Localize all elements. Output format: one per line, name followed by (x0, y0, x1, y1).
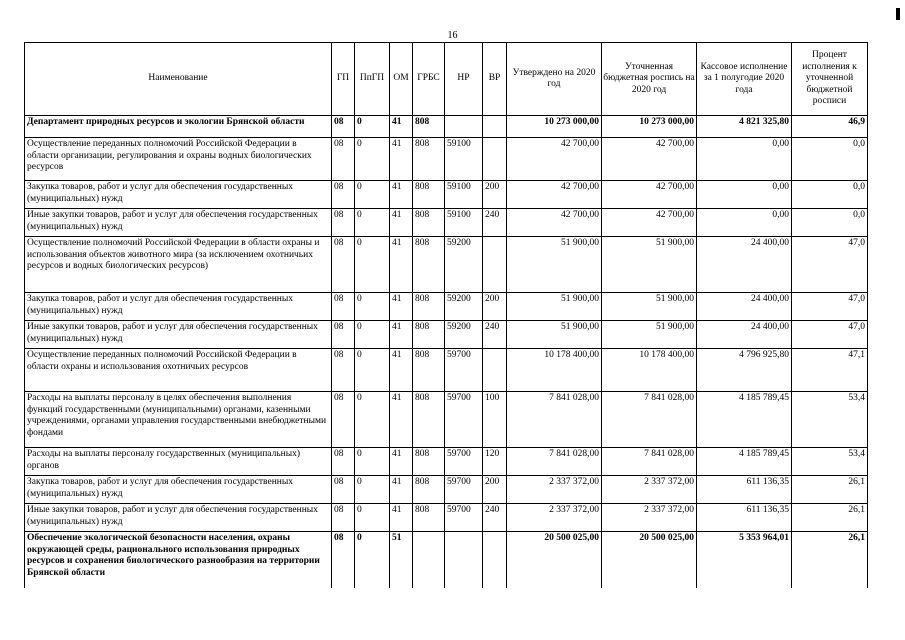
cell-grbs: 808 (413, 476, 445, 504)
cell-om: 41 (390, 476, 413, 504)
cell-refined: 7 841 028,00 (602, 392, 697, 448)
cell-percent: 0,0 (792, 181, 868, 209)
cell-gp: 08 (332, 181, 355, 209)
cell-name: Расходы на выплаты персоналу государственных (муниципальных) органов (25, 448, 332, 476)
cell-refined: 20 500 025,00 (602, 532, 697, 588)
cell-grbs (413, 532, 445, 588)
cell-vr: 240 (483, 321, 507, 349)
col-header-percent: Процент исполнения к уточненной бюджетной росписи (792, 43, 868, 116)
cell-name: Закупка товаров, работ и услуг для обеспечения государственных (муниципальных) нужд (25, 293, 332, 321)
cell-nr: 59200 (445, 237, 483, 293)
cell-ppgp: 0 (355, 293, 390, 321)
cell-vr: 240 (483, 504, 507, 532)
cell-grbs: 808 (413, 504, 445, 532)
cell-approved: 51 900,00 (507, 293, 602, 321)
cell-vr (483, 349, 507, 392)
cell-gp: 08 (332, 321, 355, 349)
cell-gp: 08 (332, 392, 355, 448)
table-row (25, 349, 868, 392)
cell-vr: 240 (483, 209, 507, 237)
cell-vr: 120 (483, 448, 507, 476)
col-header-om: ОМ (390, 43, 413, 116)
cell-vr: 200 (483, 293, 507, 321)
scan-edge-mark (896, 8, 900, 20)
cell-approved: 42 700,00 (507, 209, 602, 237)
cell-om: 41 (390, 504, 413, 532)
cell-name: Осуществление переданных полномочий Российской Федерации в области охраны и использования охотничьих ресурсов (25, 349, 332, 392)
cell-name: Расходы на выплаты персоналу в целях обеспечения выполнения функций государственными (муниципальными) органами, казенными учреждениями, органами управления государственными внебюджетными фондами (25, 392, 332, 448)
cell-gp: 08 (332, 532, 355, 588)
cell-cash: 4 796 925,80 (697, 349, 792, 392)
cell-name: Иные закупки товаров, работ и услуг для обеспечения государственных (муниципальных) нужд (25, 504, 332, 532)
cell-nr: 59200 (445, 293, 483, 321)
cell-approved: 42 700,00 (507, 138, 602, 181)
cell-grbs: 808 (413, 138, 445, 181)
cell-nr (445, 116, 483, 138)
col-header-cash: Кассовое исполнение за 1 полугодие 2020 года (697, 43, 792, 116)
cell-om: 41 (390, 209, 413, 237)
cell-refined: 10 273 000,00 (602, 116, 697, 138)
cell-cash: 611 136,35 (697, 476, 792, 504)
cell-percent: 26,1 (792, 504, 868, 532)
cell-percent: 0,0 (792, 138, 868, 181)
cell-grbs: 808 (413, 448, 445, 476)
cell-cash: 0,00 (697, 138, 792, 181)
cell-approved: 20 500 025,00 (507, 532, 602, 588)
cell-ppgp: 0 (355, 181, 390, 209)
cell-nr: 59700 (445, 504, 483, 532)
table-row (25, 532, 868, 588)
cell-gp: 08 (332, 209, 355, 237)
cell-ppgp: 0 (355, 392, 390, 448)
cell-vr: 200 (483, 181, 507, 209)
col-header-gp: ГП (332, 43, 355, 116)
cell-refined: 51 900,00 (602, 321, 697, 349)
cell-name: Осуществление полномочий Российской Федерации в области охраны и использования объектов животного мира (за исключением охотничьих ресурсов и водных биологических ресурсов) (25, 237, 332, 293)
cell-grbs: 808 (413, 237, 445, 293)
table-row (25, 321, 868, 349)
cell-nr: 59700 (445, 476, 483, 504)
table-row (25, 504, 868, 532)
cell-ppgp: 0 (355, 476, 390, 504)
cell-name: Обеспечение экологической безопасности населения, охраны окружающей среды, рационального использования природных ресурсов и сохранения биологического разнообразия на территории Брянской области (25, 532, 332, 588)
cell-om: 41 (390, 116, 413, 138)
cell-nr (445, 532, 483, 588)
cell-name: Закупка товаров, работ и услуг для обеспечения государственных (муниципальных) нужд (25, 476, 332, 504)
cell-vr (483, 116, 507, 138)
cell-cash: 4 185 789,45 (697, 448, 792, 476)
cell-vr (483, 532, 507, 588)
cell-approved: 2 337 372,00 (507, 476, 602, 504)
cell-ppgp: 0 (355, 321, 390, 349)
table-row (25, 116, 868, 138)
cell-refined: 2 337 372,00 (602, 476, 697, 504)
cell-percent: 47,0 (792, 293, 868, 321)
cell-approved: 7 841 028,00 (507, 448, 602, 476)
cell-approved: 7 841 028,00 (507, 392, 602, 448)
cell-cash: 24 400,00 (697, 293, 792, 321)
budget-execution-table (24, 42, 868, 588)
cell-vr (483, 237, 507, 293)
page-number: 16 (447, 30, 458, 41)
cell-gp: 08 (332, 504, 355, 532)
cell-ppgp: 0 (355, 116, 390, 138)
table-row (25, 392, 868, 448)
cell-gp: 08 (332, 138, 355, 181)
table-header-row (25, 43, 868, 116)
cell-percent: 47,0 (792, 237, 868, 293)
cell-cash: 4 821 325,80 (697, 116, 792, 138)
cell-percent: 47,1 (792, 349, 868, 392)
cell-vr (483, 138, 507, 181)
cell-gp: 08 (332, 448, 355, 476)
table-body (25, 116, 868, 588)
cell-grbs: 808 (413, 321, 445, 349)
cell-grbs: 808 (413, 116, 445, 138)
table-row (25, 448, 868, 476)
cell-refined: 10 178 400,00 (602, 349, 697, 392)
cell-om: 41 (390, 237, 413, 293)
cell-om: 41 (390, 293, 413, 321)
cell-refined: 42 700,00 (602, 138, 697, 181)
cell-ppgp: 0 (355, 209, 390, 237)
cell-approved: 51 900,00 (507, 237, 602, 293)
cell-name: Осуществление переданных полномочий Российской Федерации в области организации, регулирования и охраны водных биологических ресурсов (25, 138, 332, 181)
col-header-vr: ВР (483, 43, 507, 116)
cell-nr: 59100 (445, 138, 483, 181)
cell-approved: 10 273 000,00 (507, 116, 602, 138)
cell-name: Департамент природных ресурсов и экологии Брянской области (25, 116, 332, 138)
cell-om: 41 (390, 349, 413, 392)
table-row (25, 476, 868, 504)
cell-gp: 08 (332, 116, 355, 138)
cell-nr: 59700 (445, 349, 483, 392)
col-header-ppgp: ПпГП (355, 43, 390, 116)
cell-gp: 08 (332, 293, 355, 321)
cell-percent: 47,0 (792, 321, 868, 349)
cell-vr: 200 (483, 476, 507, 504)
cell-ppgp: 0 (355, 448, 390, 476)
cell-cash: 5 353 964,01 (697, 532, 792, 588)
col-header-refined: Уточненная бюджетная роспись на 2020 год (602, 43, 697, 116)
cell-name: Закупка товаров, работ и услуг для обеспечения государственных (муниципальных) нужд (25, 181, 332, 209)
cell-cash: 0,00 (697, 181, 792, 209)
cell-om: 51 (390, 532, 413, 588)
cell-cash: 611 136,35 (697, 504, 792, 532)
cell-nr: 59700 (445, 448, 483, 476)
cell-vr: 100 (483, 392, 507, 448)
col-header-nr: НР (445, 43, 483, 116)
cell-approved: 10 178 400,00 (507, 349, 602, 392)
cell-percent: 53,4 (792, 448, 868, 476)
cell-percent: 0,0 (792, 209, 868, 237)
cell-nr: 59700 (445, 392, 483, 448)
cell-grbs: 808 (413, 209, 445, 237)
cell-grbs: 808 (413, 349, 445, 392)
table-row (25, 181, 868, 209)
col-header-grbs: ГРБС (413, 43, 445, 116)
cell-name: Иные закупки товаров, работ и услуг для обеспечения государственных (муниципальных) нужд (25, 209, 332, 237)
cell-nr: 59100 (445, 181, 483, 209)
cell-cash: 24 400,00 (697, 321, 792, 349)
cell-om: 41 (390, 321, 413, 349)
cell-ppgp: 0 (355, 504, 390, 532)
cell-refined: 51 900,00 (602, 293, 697, 321)
cell-percent: 26,1 (792, 476, 868, 504)
cell-cash: 0,00 (697, 209, 792, 237)
table-row (25, 293, 868, 321)
cell-nr: 59100 (445, 209, 483, 237)
cell-percent: 46,9 (792, 116, 868, 138)
cell-grbs: 808 (413, 181, 445, 209)
cell-approved: 51 900,00 (507, 321, 602, 349)
col-header-name: Наименование (25, 43, 332, 116)
cell-refined: 42 700,00 (602, 209, 697, 237)
cell-approved: 2 337 372,00 (507, 504, 602, 532)
cell-percent: 26,1 (792, 532, 868, 588)
cell-ppgp: 0 (355, 532, 390, 588)
cell-gp: 08 (332, 237, 355, 293)
table-row (25, 138, 868, 181)
cell-om: 41 (390, 181, 413, 209)
table-row (25, 237, 868, 293)
cell-ppgp: 0 (355, 237, 390, 293)
table-row (25, 209, 868, 237)
cell-refined: 51 900,00 (602, 237, 697, 293)
cell-refined: 42 700,00 (602, 181, 697, 209)
cell-ppgp: 0 (355, 349, 390, 392)
cell-grbs: 808 (413, 293, 445, 321)
cell-om: 41 (390, 448, 413, 476)
cell-approved: 42 700,00 (507, 181, 602, 209)
cell-cash: 24 400,00 (697, 237, 792, 293)
cell-percent: 53,4 (792, 392, 868, 448)
cell-refined: 2 337 372,00 (602, 504, 697, 532)
cell-ppgp: 0 (355, 138, 390, 181)
cell-om: 41 (390, 138, 413, 181)
cell-gp: 08 (332, 476, 355, 504)
cell-name: Иные закупки товаров, работ и услуг для обеспечения государственных (муниципальных) нужд (25, 321, 332, 349)
cell-om: 41 (390, 392, 413, 448)
cell-gp: 08 (332, 349, 355, 392)
cell-cash: 4 185 789,45 (697, 392, 792, 448)
cell-refined: 7 841 028,00 (602, 448, 697, 476)
col-header-approved: Утверждено на 2020 год (507, 43, 602, 116)
cell-grbs: 808 (413, 392, 445, 448)
cell-nr: 59200 (445, 321, 483, 349)
